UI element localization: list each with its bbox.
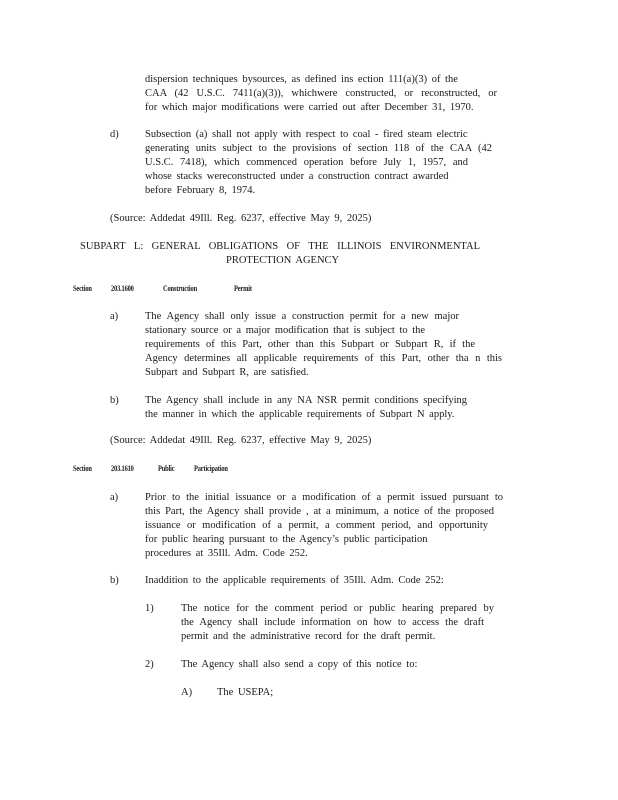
section-1600-title: Construction (163, 284, 197, 293)
section-1600-item-b-line-1: The Agency shall include in any NA NSR permit conditions specifying (145, 395, 467, 406)
continuation-line-2: CAA (42 U.S.C. 7411(a)(3)), whichwere constructed, or reconstructed, or (145, 88, 497, 99)
section-1610-label: Section (73, 464, 92, 473)
section-1610-item-a-label: a) (110, 492, 119, 503)
section-1610-sub1-line-3: permit and the administrative record for the draft permit. (181, 631, 436, 642)
section-1600-label: Section (73, 284, 92, 293)
item-d-line-4: whose stacks wereconstructed under a construction contract awarded (145, 171, 449, 182)
section-1610-title-2: Participation (194, 464, 228, 473)
section-1610-item-a-line-2: this Part, the Agency shall provide , at a minimum, a notice of the proposed (145, 506, 494, 517)
section-1610-item-a-line-4: for public hearing pursuant to the Agency’s public participation (145, 534, 428, 545)
section-1600-item-a-line-5: Subpart and Subpart R, are satisfied. (145, 367, 309, 378)
subpart-heading-line-1: SUBPART L: GENERAL OBLIGATIONS OF THE ILLINOIS ENVIRONMENTAL (80, 241, 480, 252)
section-1610-item-b-label: b) (110, 575, 119, 586)
section-1610-item-a-line-1: Prior to the initial issuance or a modification of a permit issued pursuant to (145, 492, 503, 503)
section-1600-item-b-label: b) (110, 395, 119, 406)
item-d-line-1: Subsection (a) shall not apply with respect to coal - fired steam electric (145, 129, 468, 140)
section-1600-source-note: (Source: Addedat 49Ill. Reg. 6237, effective May 9, 2025) (110, 435, 372, 446)
section-1610-sub1-label: 1) (145, 603, 154, 614)
continuation-line-1: dispersion techniques bysources, as defined ins ection 111(a)(3) of the (145, 74, 458, 85)
item-d-line-5: before February 8, 1974. (145, 185, 256, 196)
section-1600-item-a-line-3: requirements of this Part, other than this Subpart or Subpart R, if the (145, 339, 475, 350)
section-1600-item-a-line-1: The Agency shall only issue a construction permit for a new major (145, 311, 459, 322)
section-1600-title-2: Permit (234, 284, 252, 293)
item-d-line-2: generating units subject to the provisions of section 118 of the CAA (42 (145, 143, 492, 154)
source-note-1: (Source: Addedat 49Ill. Reg. 6237, effective May 9, 2025) (110, 213, 372, 224)
section-1610-item-a-line-3: issuance or modification of a permit, a comment period, and opportunity (145, 520, 488, 531)
section-1610-subA-label: A) (181, 687, 193, 698)
item-d-line-3: U.S.C. 7418), which commenced operation before July 1, 1957, and (145, 157, 468, 168)
continuation-line-3: for which major modifications were carried out after December 31, 1970. (145, 102, 474, 113)
section-1610-title: Public (158, 464, 175, 473)
section-1600-item-a-line-4: Agency determines all applicable requirements of this Part, other tha n this (145, 353, 502, 364)
section-1600-item-b-line-2: the manner in which the applicable requirements of Subpart N apply. (145, 409, 455, 420)
section-1600-item-a-line-2: stationary source or a major modification that is subject to the (145, 325, 426, 336)
section-1610-subA-line: The USEPA; (217, 687, 274, 698)
section-1600-number: 203.1600 (111, 284, 134, 293)
section-1610-item-b-line: Inaddition to the applicable requirements of 35Ill. Adm. Code 252: (145, 575, 444, 586)
section-1610-sub1-line-2: the Agency shall include information on how to access the draft (181, 617, 484, 628)
section-1610-sub1-line-1: The notice for the comment period or public hearing prepared by (181, 603, 494, 614)
subpart-heading-line-2: PROTECTION AGENCY (226, 255, 340, 266)
item-d-label: d) (110, 129, 119, 140)
section-1610-sub2-line: The Agency shall also send a copy of this notice to: (181, 659, 418, 670)
section-1610-item-a-line-5: procedures at 35Ill. Adm. Code 252. (145, 548, 308, 559)
section-1610-number: 203.1610 (111, 464, 134, 473)
section-1610-sub2-label: 2) (145, 659, 154, 670)
section-1600-item-a-label: a) (110, 311, 119, 322)
